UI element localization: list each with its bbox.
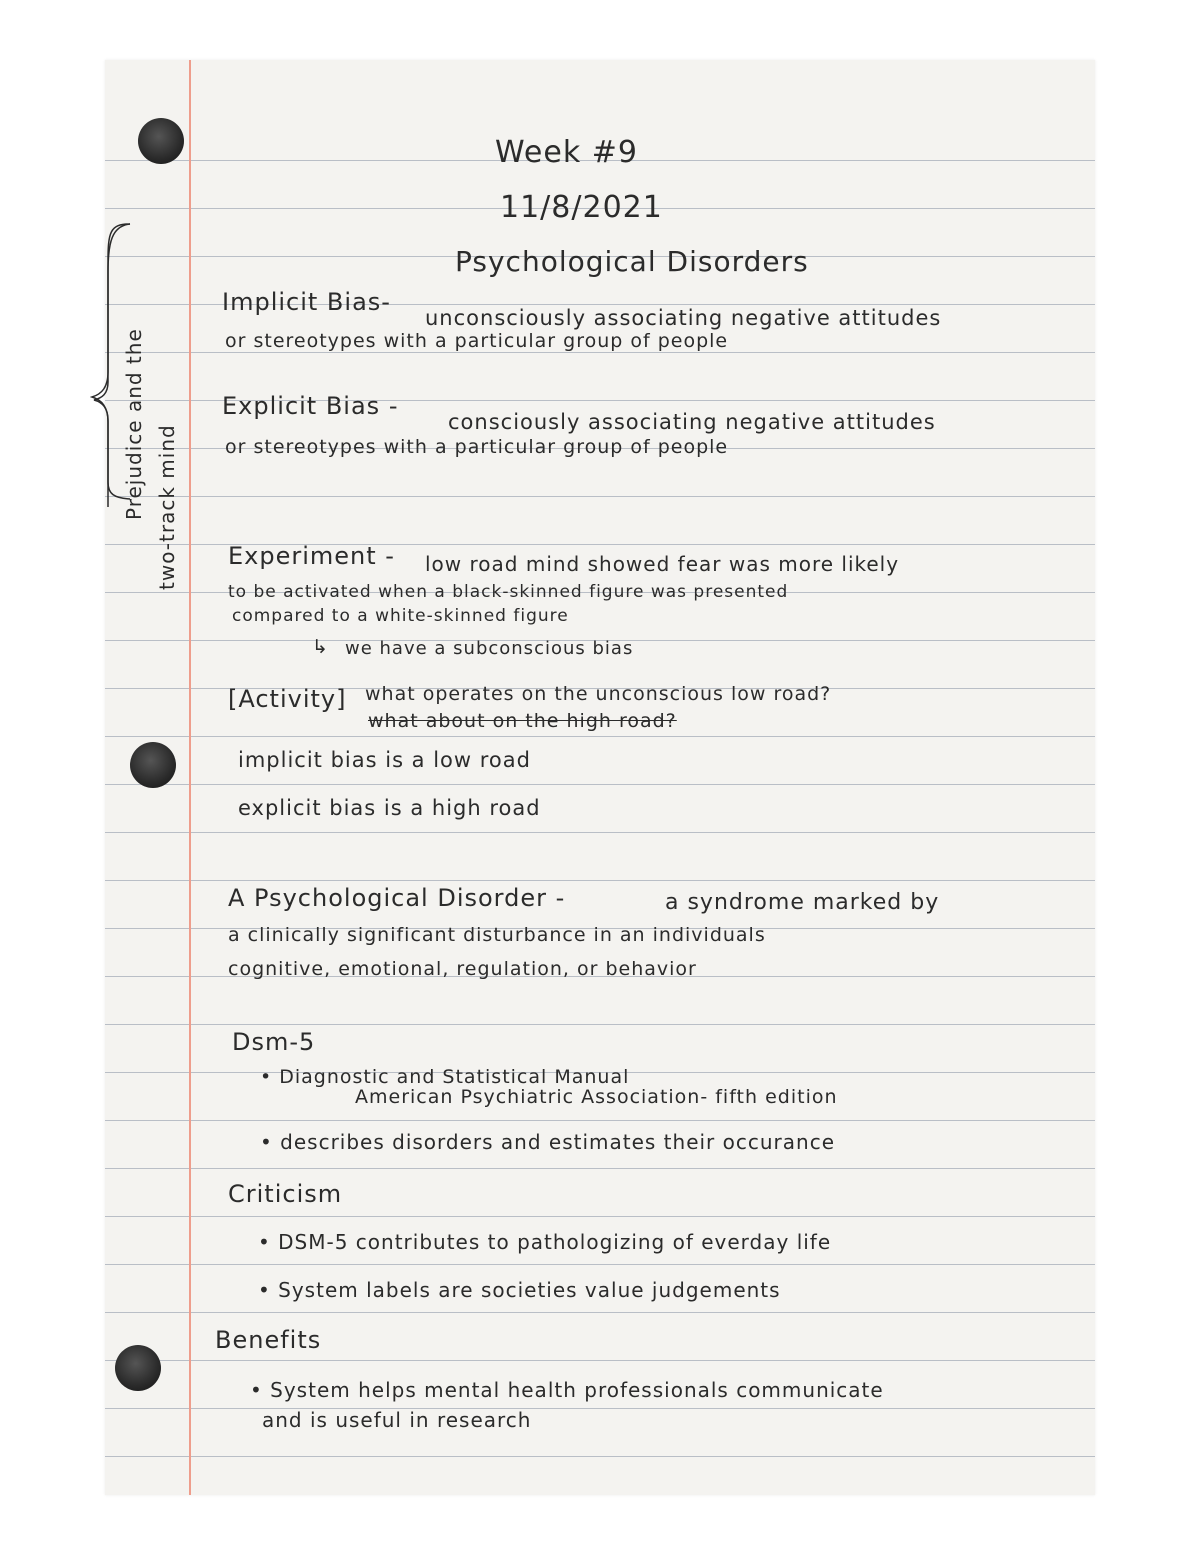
margin-note-line1: Prejudice and the: [122, 328, 146, 520]
activity-a2: explicit bias is a high road: [238, 796, 541, 820]
arrow-icon: ↳: [312, 636, 329, 658]
explicit-term: Explicit Bias -: [222, 392, 399, 420]
benefits-term: Benefits: [215, 1326, 322, 1354]
dsm-bullet2: • describes disorders and estimates their occurance: [260, 1130, 835, 1154]
experiment-line4: we have a subconscious bias: [345, 638, 634, 659]
experiment-line2: to be activated when a black-skinned figure was presented: [228, 582, 789, 602]
experiment-line3: compared to a white-skinned figure: [232, 606, 569, 626]
explicit-line1: consciously associating negative attitudes: [448, 410, 936, 434]
punch-hole: [115, 1345, 161, 1391]
implicit-term: Implicit Bias-: [222, 288, 391, 316]
criticism-bullet2: • System labels are societies value judgements: [258, 1278, 781, 1302]
activity-a1: implicit bias is a low road: [238, 748, 531, 772]
criticism-bullet1: • DSM-5 contributes to pathologizing of everday life: [258, 1230, 832, 1254]
disorder-line1: a syndrome marked by: [665, 890, 940, 915]
topic-heading: Psychological Disorders: [455, 245, 809, 278]
experiment-term: Experiment -: [228, 542, 395, 570]
experiment-line1: low road mind showed fear was more likely: [425, 552, 900, 576]
dsm-bullet1: • Diagnostic and Statistical Manual: [260, 1066, 630, 1088]
benefits-bullet1b: and is useful in research: [262, 1408, 532, 1432]
disorder-term: A Psychological Disorder -: [228, 884, 566, 912]
implicit-line2: or stereotypes with a particular group of people: [225, 330, 729, 352]
activity-q1: what operates on the unconscious low road?: [365, 683, 832, 705]
dsm-bullet1b: American Psychiatric Association- fifth edition: [355, 1086, 838, 1108]
criticism-term: Criticism: [228, 1180, 343, 1208]
punch-hole: [130, 742, 176, 788]
margin-note-line2: two-track mind: [155, 424, 179, 590]
benefits-bullet1: • System helps mental health professionals communicate: [250, 1378, 884, 1402]
activity-label: [Activity]: [228, 685, 347, 713]
week-heading: Week #9: [495, 135, 638, 170]
activity-q2: what about on the high road?: [368, 710, 677, 732]
disorder-line2: a clinically significant disturbance in an individuals: [228, 924, 766, 946]
curly-brace-icon: [90, 162, 140, 507]
date-heading: 11/8/2021: [500, 190, 663, 225]
implicit-line1: unconsciously associating negative attitudes: [425, 306, 942, 330]
explicit-line2: or stereotypes with a particular group of people: [225, 436, 729, 458]
disorder-line3: cognitive, emotional, regulation, or behavior: [228, 958, 697, 980]
dsm-term: Dsm-5: [232, 1028, 316, 1056]
margin-line: [189, 60, 191, 1495]
punch-hole: [138, 118, 184, 164]
